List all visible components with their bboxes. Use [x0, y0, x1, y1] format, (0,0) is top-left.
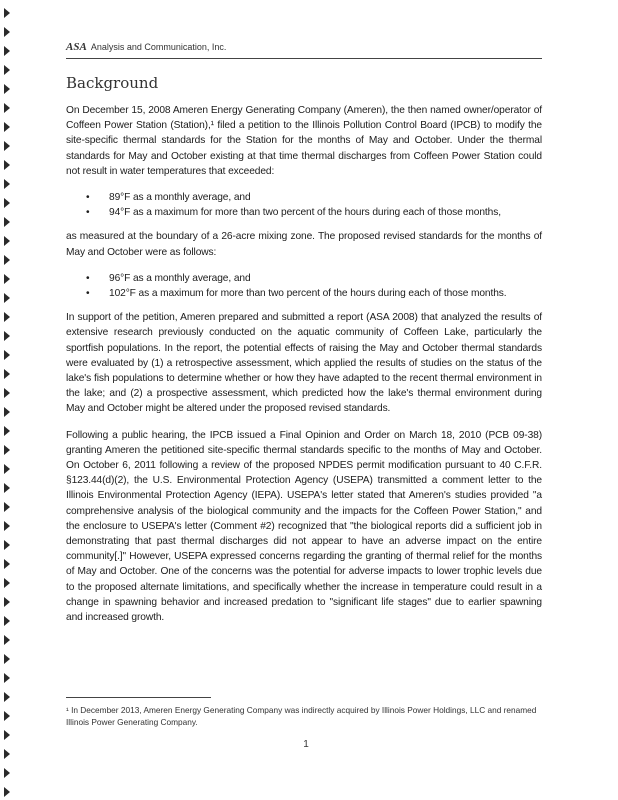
paragraph-intro: On December 15, 2008 Ameren Energy Generating Company (Ameren), the then named owner/operator of Coffeen Power Station (Station),¹ filed a petition to the Illinois Pollution Control Board (IPCB) to modify the site-specific thermal standards for the Station for the months of May and October. Under the thermal standards for May and October existing at that time thermal discharges from Coffeen Power Station could not result in water temperatures that exceeded:: [66, 105, 542, 177]
binding-mark: [4, 407, 10, 417]
binding-mark: [4, 141, 10, 151]
paragraph-mixing-zone: as measured at the boundary of a 26-acre mixing zone. The proposed revised standards for the months of May and October were as follows:: [66, 231, 542, 258]
document-body: [66, 103, 542, 636]
binding-mark: [4, 654, 10, 664]
binding-mark: [4, 331, 10, 341]
binding-mark: [4, 369, 10, 379]
list-item: • 89°F as a monthly average, and: [86, 190, 542, 205]
binding-mark: [4, 635, 10, 645]
binding-mark: [4, 236, 10, 246]
list-item: • 94°F as a maximum for more than two percent of the hours during each of those months,: [86, 205, 542, 220]
binding-mark: [4, 502, 10, 512]
binding-mark: [4, 692, 10, 702]
proposed-standards-list: [66, 271, 542, 301]
binding-mark: [4, 65, 10, 75]
section-title: Background: [66, 74, 159, 92]
binding-mark: [4, 426, 10, 436]
binding-mark: [4, 616, 10, 626]
binding-mark: [4, 217, 10, 227]
binding-mark: [4, 122, 10, 132]
binding-mark: [4, 160, 10, 170]
company-name: Analysis and Communication, Inc.: [90, 42, 227, 52]
binding-mark: [4, 312, 10, 322]
footnote: ¹ In December 2013, Ameren Energy Generating Company was indirectly acquired by Illinois Power Holdings, LLC and renamed Illinois Power Generating Company.: [66, 705, 537, 727]
binding-marks: [0, 0, 14, 800]
binding-mark: [4, 445, 10, 455]
binding-mark: [4, 84, 10, 94]
binding-mark: [4, 521, 10, 531]
binding-mark: [4, 483, 10, 493]
binding-mark: [4, 673, 10, 683]
binding-mark: [4, 198, 10, 208]
list-item: • 102°F as a maximum for more than two percent of the hours during each of those months.: [86, 286, 542, 301]
binding-mark: [4, 787, 10, 797]
binding-mark: [4, 730, 10, 740]
binding-mark: [4, 274, 10, 284]
binding-mark: [4, 255, 10, 265]
binding-mark: [4, 597, 10, 607]
paragraph-support: In support of the petition, Ameren prepared and submitted a report (ASA 2008) that analyzed the results of extensive research previously conducted on the aquatic community of Coffeen Lake, particularly the sportfish populations. In the report, the potential effects of raising the May and October thermal standards were evaluated by (1) a retrospective assessment, which applied the results of studies on the status of the lake's fish populations to determine whether or how they have adapted to the recent thermal environment in the lake; and (2) a prospective assessment, which predicted how the lake's thermal environment during May and October might be altered under the proposed revised standards.: [66, 312, 542, 415]
binding-mark: [4, 8, 10, 18]
binding-mark: [4, 540, 10, 550]
existing-standards-list: [66, 190, 542, 220]
binding-mark: [4, 559, 10, 569]
footnote-divider: [66, 697, 211, 698]
list-item: • 96°F as a monthly average, and: [86, 271, 542, 286]
page-number: 1: [303, 739, 309, 750]
paragraph-hearing: Following a public hearing, the IPCB issued a Final Opinion and Order on March 18, 2010 (PCB 09-38) granting Ameren the petitioned site-specific thermal standards specific to the months of May and October. On October 6, 2011 following a review of the proposed NPDES permit modification pursuant to 40 C.F.R. §123.44(d)(2), the U.S. Environmental Protection Agency (USEPA) transmitted a comment letter to the Illinois Environmental Protection Agency (IEPA). USEPA's letter stated that Ameren's studies provided "a comprehensive analysis of the biological community and the impacts for the Coffeen Power Station," and the enclosure to USEPA's letter (Comment #2) recognized that "the biological reports did a sufficient job in demonstrating that past thermal discharges did not appear to have an adverse impact on the entire community[.]" However, USEPA expressed concerns regarding the granting of thermal relief for the months of May and October. One of the concerns was the potential for adverse impacts to lower trophic levels due to the proposed alternate limitations, and specifically whether the increase in temperature could result in a change in spawning behavior and increased predation to "significant life stages" due to earlier spawning and increased growth.: [66, 429, 542, 624]
binding-mark: [4, 711, 10, 721]
company-logo: ASA: [66, 41, 87, 53]
binding-mark: [4, 46, 10, 56]
page-header: [66, 41, 542, 59]
binding-mark: [4, 293, 10, 303]
binding-mark: [4, 749, 10, 759]
binding-mark: [4, 464, 10, 474]
binding-mark: [4, 768, 10, 778]
binding-mark: [4, 578, 10, 588]
binding-mark: [4, 179, 10, 189]
binding-mark: [4, 27, 10, 37]
binding-mark: [4, 388, 10, 398]
binding-mark: [4, 103, 10, 113]
binding-mark: [4, 350, 10, 360]
